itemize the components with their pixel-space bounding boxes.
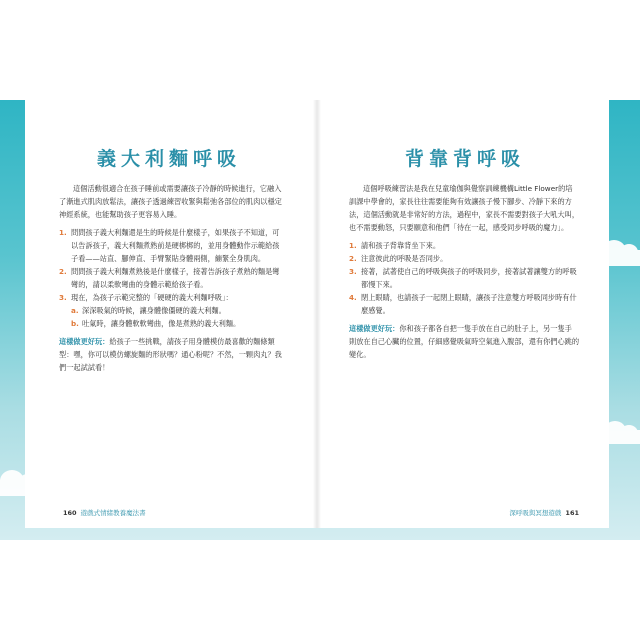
left-page <box>25 100 313 528</box>
sub-list-item: a. 深深吸氣的時候，讓身體像僵硬的義大利麵。 <box>71 306 226 315</box>
sub-list-item: b. 吐氣時，讓身體軟軟彎曲，像是煮熟的義大利麵。 <box>71 319 241 328</box>
left-page-title: 義大利麵呼吸 <box>96 148 241 170</box>
right-page-footer <box>509 508 583 517</box>
list-item: 4. 閉上眼睛，也請孩子一起閉上眼睛，讓孩子注意雙方呼吸同步時有什麼感覺。 <box>349 293 577 315</box>
page-number: 160 <box>63 509 77 517</box>
tip-label: 這樣做更好玩： <box>59 337 110 346</box>
book-gutter <box>313 100 321 528</box>
running-title: 遊戲式情緒教養魔法書 <box>80 509 146 517</box>
list-item: 1. 請和孩子背靠背坐下來。 <box>349 241 441 250</box>
tip-label: 這樣做更好玩： <box>349 324 400 333</box>
left-tip-paragraph: 這樣做更好玩：給孩子一些挑戰，請孩子用身體模仿最喜歡的麵條類型：嘿，你可以模仿螺旋麵的形狀嗎？通心粉呢？不然，一顆肉丸？我們一起試試看！ <box>59 337 282 372</box>
running-title: 深呼吸與冥想遊戲 <box>509 509 562 517</box>
book-spread <box>0 100 640 540</box>
list-item: 1. 問問孩子義大利麵還是生的時候是什麼樣子，如果孩子不知道，可以告訴孩子，義大利麵煮熟前是硬梆梆的，並用身體動作示範給孩子看——站直、腳伸直、手臂緊貼身體兩側，繃緊全身肌肉。 <box>59 228 280 263</box>
left-intro-paragraph: 這個活動很適合在孩子睡前或需要讓孩子冷靜的時候進行，它融入了漸進式肌肉放鬆法，讓孩子透過練習收緊與鬆弛各部位的肌肉以穩定神經系統，也能幫助孩子更容易入睡。 <box>59 184 282 219</box>
right-intro-paragraph: 這個呼吸練習法是我在兒童瑜伽與覺察訓練機構Little Flower的培訓課中學會的，家長往往需要能夠有效讓孩子慢下腳步、冷靜下來的方法，這個活動就是非常好的方法，過程中，家長不需要對孩子大吼大叫，也不需要動怒，只要願意和他們「待在一起，感受同步呼吸的魔力」。 <box>349 184 580 232</box>
right-tip-paragraph: 這樣做更好玩：你和孩子都各自把一隻手放在自己的肚子上，另一隻手則放在自己心臟的位置，仔細感覺吸氣時空氣進入腹部，還有你們心跳的變化。 <box>349 324 580 359</box>
list-item: 2. 注意彼此的呼吸是否同步。 <box>349 254 448 263</box>
left-page-footer <box>59 508 146 517</box>
list-item: 2. 問問孩子義大利麵煮熟後是什麼樣子，接著告訴孩子煮熟的麵是彎彎的，請以柔軟彎曲的身體示範給孩子看。 <box>59 267 280 289</box>
right-page <box>321 100 609 528</box>
right-page-body <box>349 182 579 361</box>
left-page-body <box>59 182 283 374</box>
list-item: 3. 接著，試著使自己的呼吸與孩子的呼吸同步，接著試著讓雙方的呼吸都慢下來。 <box>349 267 577 289</box>
page-number: 161 <box>565 509 579 517</box>
right-page-title: 背靠背呼吸 <box>404 148 525 170</box>
list-item: 3. 現在，為孩子示範完整的「硬硬的義大利麵呼吸」： <box>59 293 233 302</box>
